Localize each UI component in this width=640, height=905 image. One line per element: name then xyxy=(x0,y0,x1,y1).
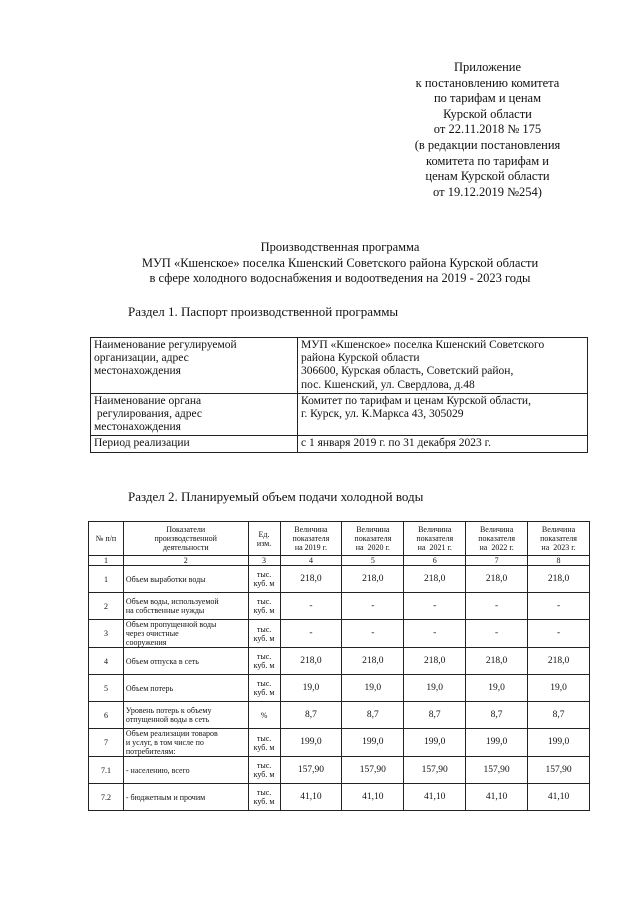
row-value: 157,90 xyxy=(466,757,528,784)
row-value: 218,0 xyxy=(466,566,528,593)
appendix-line: ценам Курской области xyxy=(425,169,550,184)
column-number: 6 xyxy=(404,556,466,566)
row-indicator: - бюджетным и прочим xyxy=(123,784,248,811)
column-number: 5 xyxy=(342,556,404,566)
label-line: местонахождения xyxy=(94,365,181,378)
header-unit: Ед. изм. xyxy=(248,522,280,556)
row-value: - xyxy=(528,593,590,620)
row-value: 8,7 xyxy=(528,702,590,729)
value-line: с 1 января 2019 г. по 31 декабря 2023 г. xyxy=(301,437,491,450)
header-year-2020: Величина показателя на 2020 г. xyxy=(342,522,404,556)
passport-label xyxy=(91,393,298,436)
row-value: 41,10 xyxy=(528,784,590,811)
value-line: пос. Кшенский, ул. Свердлова, д.48 xyxy=(301,378,475,391)
table-row xyxy=(89,648,590,675)
section1-title: Раздел 1. Паспорт производственной программы xyxy=(128,304,399,319)
document-heading xyxy=(90,240,590,287)
row-indicator: Объем пропущенной воды через очистные сооружения xyxy=(123,620,248,648)
value-line: Комитет по тарифам и ценам Курской области, xyxy=(301,394,531,407)
table-row xyxy=(89,702,590,729)
label-line: Период реализации xyxy=(94,437,190,450)
row-value: 218,0 xyxy=(342,648,404,675)
column-number: 4 xyxy=(280,556,342,566)
row-value: - xyxy=(280,593,342,620)
header-year-2022: Величина показателя на 2022 г. xyxy=(466,522,528,556)
row-unit: тыс. куб. м xyxy=(248,729,280,757)
row-value: 218,0 xyxy=(466,648,528,675)
header-num: № п/п xyxy=(89,522,124,556)
passport-row-regulator xyxy=(91,393,588,436)
passport-row-period xyxy=(91,436,588,452)
table-row xyxy=(89,675,590,702)
header-year-2019: Величина показателя на 2019 г. xyxy=(280,522,342,556)
column-number: 7 xyxy=(466,556,528,566)
row-value: 19,0 xyxy=(466,675,528,702)
appendix-line: комитета по тарифам и xyxy=(426,153,549,168)
column-number: 8 xyxy=(528,556,590,566)
label-line: Наименование регулируемой xyxy=(94,339,237,351)
row-value: 199,0 xyxy=(280,729,342,757)
appendix-header xyxy=(385,60,590,200)
row-number: 5 xyxy=(89,675,124,702)
label-line: организации, адрес xyxy=(94,352,189,365)
row-value: - xyxy=(404,593,466,620)
label-line: местонахождения xyxy=(94,421,181,434)
table-row xyxy=(89,566,590,593)
row-value: 218,0 xyxy=(342,566,404,593)
row-value: - xyxy=(342,593,404,620)
row-value: 157,90 xyxy=(404,757,466,784)
passport-value xyxy=(298,393,588,436)
row-unit: тыс. куб. м xyxy=(248,648,280,675)
table-row xyxy=(89,784,590,811)
row-value: 199,0 xyxy=(404,729,466,757)
row-value: - xyxy=(280,620,342,648)
column-number: 3 xyxy=(248,556,280,566)
row-unit: % xyxy=(248,702,280,729)
header-year-2023: Величина показателя на 2023 г. xyxy=(528,522,590,556)
row-indicator: Объем выработки воды xyxy=(123,566,248,593)
row-value: 8,7 xyxy=(280,702,342,729)
value-line: МУП «Кшенское» поселка Кшенский Советского xyxy=(301,339,545,351)
appendix-line: Приложение xyxy=(453,60,522,74)
row-number: 2 xyxy=(89,593,124,620)
passport-value xyxy=(298,436,588,452)
row-unit: тыс. куб. м xyxy=(248,593,280,620)
row-unit: тыс. куб. м xyxy=(248,784,280,811)
header-year-2021: Величина показателя на 2021 г. xyxy=(404,522,466,556)
row-value: 218,0 xyxy=(528,648,590,675)
table-row xyxy=(89,620,590,648)
row-value: - xyxy=(466,620,528,648)
value-line: района Курской области xyxy=(301,352,420,365)
row-value: 218,0 xyxy=(280,648,342,675)
appendix-line: от 19.12.2019 №254) xyxy=(433,184,542,199)
table-header-row xyxy=(89,522,590,556)
passport-value xyxy=(298,338,588,394)
row-number: 7.2 xyxy=(89,784,124,811)
row-value: 41,10 xyxy=(280,784,342,811)
passport-label xyxy=(91,338,298,394)
row-indicator: Объем реализации товаров и услуг, в том числе по потребителям: xyxy=(123,729,248,757)
row-unit: тыс. куб. м xyxy=(248,620,280,648)
heading-line: в сфере холодного водоснабжения и водоотведения на 2019 - 2023 годы xyxy=(149,271,531,286)
row-unit: тыс. куб. м xyxy=(248,675,280,702)
appendix-line: к постановлению комитета xyxy=(415,75,560,90)
table-row xyxy=(89,757,590,784)
row-value: 41,10 xyxy=(404,784,466,811)
row-value: 19,0 xyxy=(404,675,466,702)
appendix-line: Курской области xyxy=(443,106,532,121)
row-value: 218,0 xyxy=(528,566,590,593)
appendix-line: от 22.11.2018 № 175 xyxy=(433,122,542,137)
row-number: 3 xyxy=(89,620,124,648)
row-value: 41,10 xyxy=(466,784,528,811)
section2-title: Раздел 2. Планируемый объем подачи холодной воды xyxy=(128,489,424,504)
row-value: 157,90 xyxy=(528,757,590,784)
row-value: 218,0 xyxy=(404,566,466,593)
appendix-line: (в редакции постановления xyxy=(414,137,561,152)
row-unit: тыс. куб. м xyxy=(248,566,280,593)
water-volume-table xyxy=(88,521,590,811)
row-value: 218,0 xyxy=(404,648,466,675)
value-line: 306600, Курская область, Советский район, xyxy=(301,365,514,378)
row-value: 8,7 xyxy=(342,702,404,729)
row-indicator: Объем отпуска в сеть xyxy=(123,648,248,675)
row-value: 199,0 xyxy=(528,729,590,757)
row-value: 8,7 xyxy=(466,702,528,729)
row-value: - xyxy=(528,620,590,648)
row-number: 4 xyxy=(89,648,124,675)
passport-table xyxy=(90,337,588,453)
table-row xyxy=(89,729,590,757)
row-value: 41,10 xyxy=(342,784,404,811)
row-value: - xyxy=(342,620,404,648)
appendix-line: по тарифам и ценам xyxy=(433,91,542,106)
column-number-row xyxy=(89,556,590,566)
row-value: 199,0 xyxy=(466,729,528,757)
row-value: 157,90 xyxy=(280,757,342,784)
row-indicator: Уровень потерь к объему отпущенной воды в сеть xyxy=(123,702,248,729)
row-number: 7 xyxy=(89,729,124,757)
row-indicator: Объем потерь xyxy=(123,675,248,702)
label-line: регулирования, адрес xyxy=(94,408,203,421)
passport-row-organization xyxy=(91,338,588,394)
row-value: 199,0 xyxy=(342,729,404,757)
header-indicator: Показатели производственной деятельности xyxy=(123,522,248,556)
row-value: 8,7 xyxy=(404,702,466,729)
row-value: 19,0 xyxy=(528,675,590,702)
row-value: 19,0 xyxy=(342,675,404,702)
passport-label xyxy=(91,436,298,452)
row-value: - xyxy=(466,593,528,620)
column-number: 2 xyxy=(123,556,248,566)
column-number: 1 xyxy=(89,556,124,566)
row-indicator: - населению, всего xyxy=(123,757,248,784)
row-number: 1 xyxy=(89,566,124,593)
table-row xyxy=(89,593,590,620)
row-value: 218,0 xyxy=(280,566,342,593)
row-value: 19,0 xyxy=(280,675,342,702)
row-number: 7.1 xyxy=(89,757,124,784)
row-value: 157,90 xyxy=(342,757,404,784)
row-value: - xyxy=(404,620,466,648)
row-number: 6 xyxy=(89,702,124,729)
heading-line: МУП «Кшенское» поселка Кшенский Советского района Курской области xyxy=(141,255,539,270)
heading-line: Производственная программа xyxy=(260,240,420,254)
value-line: г. Курск, ул. К.Маркса 43, 305029 xyxy=(301,408,464,421)
row-indicator: Объем воды, используемой на собственные нужды xyxy=(123,593,248,620)
row-unit: тыс. куб. м xyxy=(248,757,280,784)
label-line: Наименование органа xyxy=(94,394,202,407)
